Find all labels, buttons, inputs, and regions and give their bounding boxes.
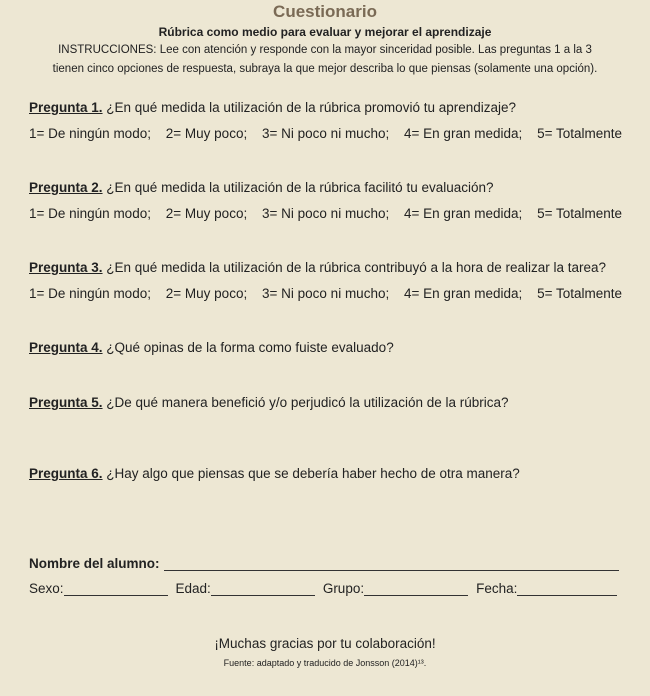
- question-3-label: Pregunta 3.: [29, 260, 103, 275]
- question-5-text: ¿De qué manera benefició y/o perjudicó la utilización de la rúbrica?: [102, 395, 509, 410]
- instructions-line-2: tienen cinco opciones de respuesta, subraya la que mejor describa lo que piensas (solamente una opción).: [52, 63, 598, 75]
- question-6-label: Pregunta 6.: [29, 466, 103, 481]
- scale-option-1[interactable]: 1= De ningún modo;: [29, 206, 151, 221]
- scale-option-3[interactable]: 3= Ni poco ni mucho;: [262, 206, 390, 221]
- student-name-label: Nombre del alumno:: [29, 556, 160, 571]
- question-1-label: Pregunta 1.: [29, 100, 103, 115]
- sexo-field[interactable]: [64, 581, 168, 596]
- question-2-scale: [29, 206, 622, 221]
- scale-option-4[interactable]: 4= En gran medida;: [404, 126, 523, 141]
- scale-option-5[interactable]: 5= Totalmente: [537, 126, 622, 141]
- student-details-row: [29, 581, 619, 596]
- edad-field-group: [176, 581, 315, 596]
- grupo-field[interactable]: [364, 581, 468, 596]
- edad-label: Edad:: [175, 581, 211, 596]
- scale-option-3[interactable]: 3= Ni poco ni mucho;: [262, 286, 390, 301]
- thanks-message: ¡Muchas gracias por tu colaboración!: [214, 636, 436, 651]
- scale-option-2[interactable]: 2= Muy poco;: [165, 206, 248, 221]
- student-name-row: [29, 556, 619, 571]
- question-1: [29, 100, 629, 115]
- question-6-text: ¿Hay algo que piensas que se debería haber hecho de otra manera?: [102, 466, 520, 481]
- sexo-field-group: [29, 581, 168, 596]
- question-6: [29, 466, 629, 481]
- student-name-field[interactable]: [164, 556, 619, 571]
- question-3-text: ¿En qué medida la utilización de la rúbrica contribuyó a la hora de realizar la tarea?: [102, 260, 607, 275]
- scale-option-3[interactable]: 3= Ni poco ni mucho;: [262, 126, 390, 141]
- question-2-text: ¿En qué medida la utilización de la rúbrica facilitó tu evaluación?: [102, 180, 494, 195]
- question-2: [29, 180, 629, 195]
- scale-option-1[interactable]: 1= De ningún modo;: [29, 126, 151, 141]
- scale-option-1[interactable]: 1= De ningún modo;: [29, 286, 151, 301]
- scale-option-2[interactable]: 2= Muy poco;: [165, 126, 248, 141]
- question-2-label: Pregunta 2.: [29, 180, 103, 195]
- scale-option-4[interactable]: 4= En gran medida;: [404, 206, 523, 221]
- question-3-scale: [29, 286, 622, 301]
- question-4-label: Pregunta 4.: [29, 340, 103, 355]
- grupo-field-group: [323, 581, 468, 596]
- scale-option-5[interactable]: 5= Totalmente: [537, 286, 622, 301]
- page-title: Cuestionario: [273, 2, 377, 21]
- source-note: Fuente: adaptado y traducido de Jonsson (2014)¹³.: [223, 658, 427, 668]
- instructions-line-1: INSTRUCCIONES: Lee con atención y responde con la mayor sinceridad posible. Las preguntas 1 a la 3: [58, 44, 592, 56]
- question-5: [29, 395, 629, 410]
- question-1-scale: [29, 126, 622, 141]
- scale-option-4[interactable]: 4= En gran medida;: [404, 286, 523, 301]
- scale-option-5[interactable]: 5= Totalmente: [537, 206, 622, 221]
- question-1-text: ¿En qué medida la utilización de la rúbrica promovió tu aprendizaje?: [102, 100, 517, 115]
- question-4-text: ¿Qué opinas de la forma como fuiste evaluado?: [102, 340, 394, 355]
- instructions: [24, 41, 626, 79]
- scale-option-2[interactable]: 2= Muy poco;: [165, 286, 248, 301]
- question-3: [29, 260, 629, 275]
- question-4: [29, 340, 629, 355]
- fecha-label: Fecha:: [476, 581, 518, 596]
- question-5-label: Pregunta 5.: [29, 395, 103, 410]
- grupo-label: Grupo:: [322, 581, 365, 596]
- fecha-field[interactable]: [517, 581, 617, 596]
- edad-field[interactable]: [211, 581, 315, 596]
- page-subtitle: Rúbrica como medio para evaluar y mejorar el aprendizaje: [158, 25, 492, 39]
- fecha-field-group: [476, 581, 617, 596]
- sexo-label: Sexo:: [29, 581, 64, 596]
